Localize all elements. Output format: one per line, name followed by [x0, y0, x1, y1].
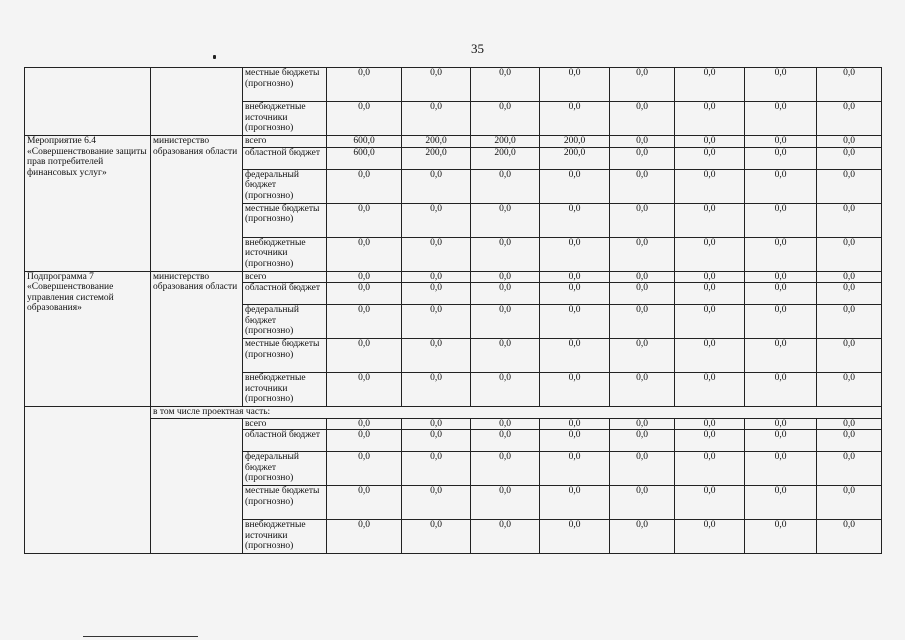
amount-cell: 0,0 — [745, 237, 817, 271]
funding-source: внебюджетные источники (прогнозно) — [243, 520, 327, 554]
amount-cell: 0,0 — [471, 373, 540, 407]
amount-cell: 0,0 — [745, 169, 817, 203]
amount-cell: 0,0 — [540, 520, 610, 554]
amount-cell: 0,0 — [402, 373, 471, 407]
amount-cell: 200,0 — [471, 136, 540, 148]
amount-cell: 0,0 — [471, 68, 540, 102]
amount-cell: 0,0 — [471, 203, 540, 237]
amount-cell: 0,0 — [610, 147, 675, 169]
amount-cell: 0,0 — [745, 283, 817, 305]
amount-cell: 0,0 — [610, 520, 675, 554]
amount-cell: 0,0 — [471, 418, 540, 430]
amount-cell: 0,0 — [675, 136, 745, 148]
amount-cell: 0,0 — [402, 283, 471, 305]
amount-cell: 0,0 — [540, 102, 610, 136]
amount-cell: 600,0 — [327, 147, 402, 169]
amount-cell: 0,0 — [471, 339, 540, 373]
amount-cell: 0,0 — [817, 237, 882, 271]
amount-cell: 0,0 — [817, 430, 882, 452]
amount-cell: 0,0 — [540, 203, 610, 237]
amount-cell: 0,0 — [745, 430, 817, 452]
funding-source: местные бюджеты (прогнозно) — [243, 203, 327, 237]
amount-cell: 0,0 — [675, 452, 745, 486]
funding-source: внебюджетные источники (прогнозно) — [243, 237, 327, 271]
amount-cell: 0,0 — [675, 418, 745, 430]
amount-cell: 0,0 — [745, 271, 817, 283]
amount-cell: 0,0 — [675, 271, 745, 283]
amount-cell: 0,0 — [610, 373, 675, 407]
amount-cell: 0,0 — [675, 237, 745, 271]
amount-cell: 0,0 — [540, 373, 610, 407]
amount-cell: 0,0 — [471, 452, 540, 486]
amount-cell: 0,0 — [745, 305, 817, 339]
table-row — [25, 68, 882, 102]
amount-cell: 0,0 — [327, 102, 402, 136]
amount-cell: 0,0 — [540, 430, 610, 452]
funding-source: федеральный бюджет (прогнозно) — [243, 169, 327, 203]
amount-cell: 0,0 — [402, 68, 471, 102]
budget-table — [24, 67, 882, 554]
amount-cell: 0,0 — [675, 203, 745, 237]
blank-cell — [151, 418, 243, 554]
funding-source: всего — [243, 136, 327, 148]
amount-cell: 0,0 — [327, 271, 402, 283]
amount-cell: 0,0 — [610, 452, 675, 486]
amount-cell: 0,0 — [817, 203, 882, 237]
amount-cell: 0,0 — [327, 486, 402, 520]
program-name — [25, 68, 151, 136]
funding-source: федеральный бюджет (прогнозно) — [243, 452, 327, 486]
amount-cell: 200,0 — [402, 136, 471, 148]
funding-source: местные бюджеты (прогнозно) — [243, 339, 327, 373]
amount-cell: 200,0 — [402, 147, 471, 169]
amount-cell: 0,0 — [402, 339, 471, 373]
blank-cell — [25, 407, 151, 554]
amount-cell: 0,0 — [540, 283, 610, 305]
table-row — [25, 418, 882, 430]
amount-cell: 0,0 — [610, 271, 675, 283]
amount-cell: 0,0 — [540, 237, 610, 271]
amount-cell: 0,0 — [402, 237, 471, 271]
amount-cell: 0,0 — [327, 373, 402, 407]
amount-cell: 0,0 — [471, 169, 540, 203]
amount-cell: 0,0 — [817, 147, 882, 169]
executor-name: министерство образования области — [151, 136, 243, 272]
amount-cell: 0,0 — [402, 169, 471, 203]
table-row — [25, 136, 882, 148]
amount-cell: 200,0 — [540, 147, 610, 169]
page-number: 35 — [471, 41, 484, 56]
amount-cell: 0,0 — [745, 486, 817, 520]
amount-cell: 0,0 — [745, 418, 817, 430]
amount-cell: 0,0 — [745, 339, 817, 373]
amount-cell: 0,0 — [817, 283, 882, 305]
funding-source: областной бюджет — [243, 147, 327, 169]
amount-cell: 0,0 — [745, 68, 817, 102]
funding-source: местные бюджеты (прогнозно) — [243, 486, 327, 520]
amount-cell: 0,0 — [402, 520, 471, 554]
amount-cell: 0,0 — [540, 169, 610, 203]
amount-cell: 0,0 — [540, 68, 610, 102]
amount-cell: 0,0 — [327, 520, 402, 554]
amount-cell: 0,0 — [610, 486, 675, 520]
amount-cell: 0,0 — [610, 102, 675, 136]
amount-cell: 0,0 — [471, 237, 540, 271]
amount-cell: 0,0 — [675, 520, 745, 554]
amount-cell: 0,0 — [402, 430, 471, 452]
footnote-rule — [83, 636, 198, 637]
amount-cell: 0,0 — [675, 486, 745, 520]
amount-cell: 0,0 — [817, 102, 882, 136]
amount-cell: 0,0 — [610, 418, 675, 430]
amount-cell: 0,0 — [817, 373, 882, 407]
amount-cell: 0,0 — [610, 169, 675, 203]
amount-cell: 0,0 — [675, 283, 745, 305]
amount-cell: 600,0 — [327, 136, 402, 148]
amount-cell: 0,0 — [471, 283, 540, 305]
amount-cell: 0,0 — [675, 305, 745, 339]
amount-cell: 0,0 — [402, 486, 471, 520]
amount-cell: 0,0 — [327, 68, 402, 102]
amount-cell: 200,0 — [471, 147, 540, 169]
amount-cell: 0,0 — [675, 169, 745, 203]
amount-cell: 0,0 — [327, 452, 402, 486]
amount-cell: 0,0 — [402, 203, 471, 237]
amount-cell: 0,0 — [675, 102, 745, 136]
amount-cell: 0,0 — [817, 339, 882, 373]
amount-cell: 0,0 — [675, 339, 745, 373]
amount-cell: 0,0 — [675, 430, 745, 452]
amount-cell: 0,0 — [610, 339, 675, 373]
amount-cell: 0,0 — [745, 102, 817, 136]
amount-cell: 0,0 — [610, 68, 675, 102]
amount-cell: 0,0 — [745, 147, 817, 169]
amount-cell: 0,0 — [327, 237, 402, 271]
amount-cell: 0,0 — [471, 520, 540, 554]
amount-cell: 0,0 — [817, 418, 882, 430]
amount-cell: 0,0 — [817, 136, 882, 148]
amount-cell: 0,0 — [540, 418, 610, 430]
program-name: Мероприятие 6.4 «Совершенствование защиты прав потребителей финансовых услуг» — [25, 136, 151, 272]
amount-cell: 0,0 — [402, 102, 471, 136]
amount-cell: 0,0 — [817, 169, 882, 203]
amount-cell: 0,0 — [327, 430, 402, 452]
funding-source: федеральный бюджет (прогнозно) — [243, 305, 327, 339]
amount-cell: 0,0 — [610, 430, 675, 452]
funding-source: областной бюджет — [243, 430, 327, 452]
amount-cell: 0,0 — [540, 305, 610, 339]
funding-source: местные бюджеты (прогнозно) — [243, 68, 327, 102]
amount-cell: 0,0 — [327, 305, 402, 339]
amount-cell: 0,0 — [327, 418, 402, 430]
amount-cell: 0,0 — [540, 486, 610, 520]
amount-cell: 0,0 — [817, 68, 882, 102]
amount-cell: 0,0 — [745, 203, 817, 237]
amount-cell: 0,0 — [327, 339, 402, 373]
amount-cell: 0,0 — [745, 136, 817, 148]
amount-cell: 0,0 — [610, 305, 675, 339]
amount-cell: 0,0 — [471, 102, 540, 136]
amount-cell: 0,0 — [402, 305, 471, 339]
amount-cell: 0,0 — [817, 271, 882, 283]
scan-speck — [213, 55, 216, 59]
funding-source: всего — [243, 271, 327, 283]
funding-source: всего — [243, 418, 327, 430]
amount-cell: 0,0 — [675, 373, 745, 407]
amount-cell: 200,0 — [540, 136, 610, 148]
project-part-label: в том числе проектная часть: — [151, 407, 882, 419]
amount-cell: 0,0 — [540, 271, 610, 283]
amount-cell: 0,0 — [610, 203, 675, 237]
amount-cell: 0,0 — [402, 452, 471, 486]
executor-name — [151, 68, 243, 136]
amount-cell: 0,0 — [817, 452, 882, 486]
funding-source: внебюджетные источники (прогнозно) — [243, 102, 327, 136]
table-row — [25, 271, 882, 283]
amount-cell: 0,0 — [327, 169, 402, 203]
amount-cell: 0,0 — [817, 520, 882, 554]
amount-cell: 0,0 — [675, 68, 745, 102]
amount-cell: 0,0 — [471, 305, 540, 339]
amount-cell: 0,0 — [471, 271, 540, 283]
amount-cell: 0,0 — [471, 430, 540, 452]
amount-cell: 0,0 — [675, 147, 745, 169]
amount-cell: 0,0 — [471, 486, 540, 520]
program-name: Подпрограмма 7 «Совершенствование управления системой образования» — [25, 271, 151, 407]
amount-cell: 0,0 — [745, 373, 817, 407]
funding-source: областной бюджет — [243, 283, 327, 305]
amount-cell: 0,0 — [327, 203, 402, 237]
funding-source: внебюджетные источники (прогнозно) — [243, 373, 327, 407]
amount-cell: 0,0 — [817, 486, 882, 520]
amount-cell: 0,0 — [402, 271, 471, 283]
amount-cell: 0,0 — [402, 418, 471, 430]
amount-cell: 0,0 — [540, 452, 610, 486]
amount-cell: 0,0 — [327, 283, 402, 305]
amount-cell: 0,0 — [817, 305, 882, 339]
amount-cell: 0,0 — [610, 237, 675, 271]
amount-cell: 0,0 — [745, 520, 817, 554]
amount-cell: 0,0 — [610, 283, 675, 305]
table-row — [25, 407, 882, 419]
amount-cell: 0,0 — [540, 339, 610, 373]
executor-name: министерство образования области — [151, 271, 243, 407]
amount-cell: 0,0 — [745, 452, 817, 486]
amount-cell: 0,0 — [610, 136, 675, 148]
